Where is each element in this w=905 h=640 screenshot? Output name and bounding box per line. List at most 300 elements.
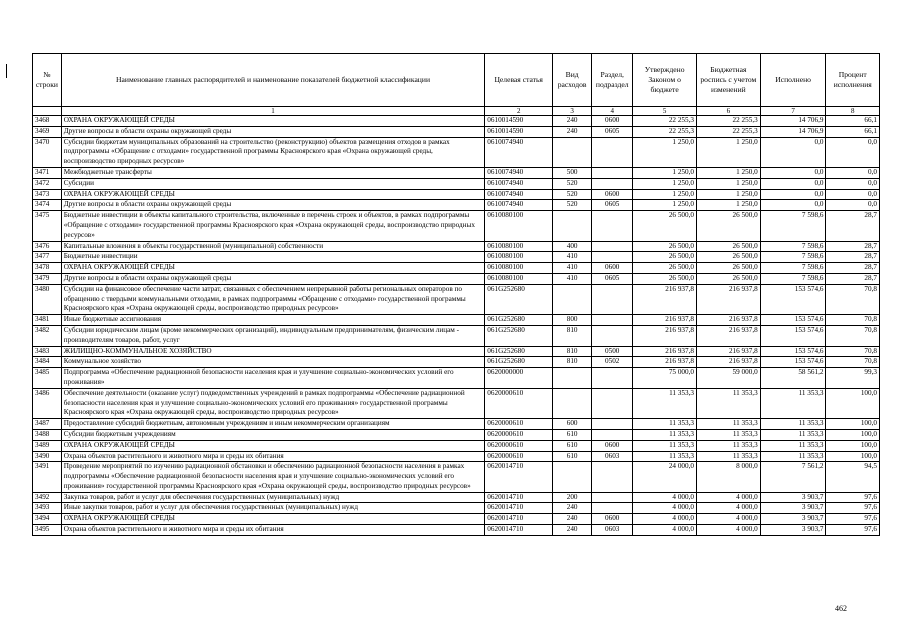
- margin-mark: [6, 64, 7, 78]
- cell-raz: [592, 388, 633, 418]
- cell-n: 3483: [33, 346, 62, 357]
- colnum: 8: [826, 107, 880, 116]
- cell-n: 3474: [33, 200, 62, 211]
- cell-ros: 216 937,8: [696, 284, 760, 314]
- cell-ros: 11 353,3: [696, 451, 760, 462]
- header-row: [33, 54, 880, 107]
- cell-n: 3493: [33, 503, 62, 514]
- cell-art: 0620000610: [485, 451, 553, 462]
- cell-raz: [592, 419, 633, 430]
- cell-utv: 4 000,0: [633, 525, 697, 536]
- cell-raz: [592, 325, 633, 346]
- cell-art: 0610074940: [485, 178, 553, 189]
- cell-name: Капитальные вложения в объекты государственной (муниципальной) собственности: [61, 241, 485, 252]
- cell-pct: 99,3: [826, 368, 880, 389]
- table-row: [33, 263, 880, 274]
- cell-ros: 8 000,0: [696, 462, 760, 492]
- cell-vid: 240: [553, 116, 592, 127]
- page-number: 462: [835, 604, 847, 613]
- column-numbers-row: [33, 107, 880, 116]
- cell-n: 3490: [33, 451, 62, 462]
- cell-utv: 11 353,3: [633, 429, 697, 440]
- cell-art: 0620000610: [485, 429, 553, 440]
- cell-n: 3471: [33, 167, 62, 178]
- table-row: [33, 252, 880, 263]
- cell-pct: 28,7: [826, 211, 880, 241]
- cell-vid: 400: [553, 241, 592, 252]
- colnum: 2: [485, 107, 553, 116]
- cell-name: Проведение мероприятий по изучению радиационной обстановки и обеспечению радиационной безопасности населения в рамках подпрограммы «Обеспечение радиационной безопасности населения края и улучшение социально-экономических условий его проживания» государственной программы Красноярского края «Охрана окружающей среды, воспроизводство природных ресурсов»: [61, 462, 485, 492]
- cell-pct: 100,0: [826, 451, 880, 462]
- cell-utv: 216 937,8: [633, 357, 697, 368]
- cell-raz: [592, 503, 633, 514]
- cell-art: 0610074940: [485, 137, 553, 167]
- cell-ros: 1 250,0: [696, 189, 760, 200]
- table-row: [33, 116, 880, 127]
- cell-utv: 26 500,0: [633, 263, 697, 274]
- cell-name: Бюджетные инвестиции в объекты капитального строительства, включенные в перечень строек и объектов, в рамках подпрограммы «Обращение с отходами» государственной программы Красноярского края «Охрана окружающей среды, воспроизводство природных ресурсов»: [61, 211, 485, 241]
- cell-utv: 11 353,3: [633, 451, 697, 462]
- cell-isp: 7 598,6: [760, 241, 826, 252]
- cell-isp: 11 353,3: [760, 419, 826, 430]
- cell-pct: 28,7: [826, 252, 880, 263]
- cell-raz: [592, 211, 633, 241]
- cell-raz: 0502: [592, 357, 633, 368]
- cell-art: 0610080100: [485, 241, 553, 252]
- cell-n: 3476: [33, 241, 62, 252]
- cell-utv: 26 500,0: [633, 273, 697, 284]
- cell-vid: 800: [553, 315, 592, 326]
- cell-name: Иные бюджетные ассигнования: [61, 315, 485, 326]
- cell-art: 0620000610: [485, 440, 553, 451]
- cell-art: 0620000610: [485, 388, 553, 418]
- cell-pct: 66,1: [826, 116, 880, 127]
- cell-vid: 610: [553, 440, 592, 451]
- cell-n: 3468: [33, 116, 62, 127]
- cell-n: 3494: [33, 514, 62, 525]
- header-ros: Бюджетная роспись с учетом изменений: [696, 54, 760, 107]
- cell-vid: [553, 388, 592, 418]
- header-utv: Утверждено Законом о бюджете: [633, 54, 697, 107]
- cell-isp: 14 706,9: [760, 126, 826, 137]
- cell-pct: 97,6: [826, 492, 880, 503]
- cell-n: 3487: [33, 419, 62, 430]
- cell-pct: 97,6: [826, 514, 880, 525]
- cell-utv: 22 255,3: [633, 116, 697, 127]
- cell-utv: 216 937,8: [633, 346, 697, 357]
- header-name: Наименование главных распорядителей и наименование показателей бюджетной классификации: [61, 54, 485, 107]
- cell-art: 0620014710: [485, 492, 553, 503]
- cell-art: 061G252680: [485, 315, 553, 326]
- table-row: [33, 357, 880, 368]
- cell-isp: 11 353,3: [760, 440, 826, 451]
- cell-isp: 0,0: [760, 200, 826, 211]
- cell-pct: 70,8: [826, 346, 880, 357]
- cell-utv: 4 000,0: [633, 514, 697, 525]
- cell-name: Другие вопросы в области охраны окружающей среды: [61, 273, 485, 284]
- cell-vid: 240: [553, 525, 592, 536]
- table-row: [33, 462, 880, 492]
- cell-utv: 11 353,3: [633, 388, 697, 418]
- cell-name: Бюджетные инвестиции: [61, 252, 485, 263]
- cell-ros: 11 353,3: [696, 388, 760, 418]
- cell-raz: [592, 315, 633, 326]
- colnum: 4: [592, 107, 633, 116]
- cell-raz: 0600: [592, 263, 633, 274]
- cell-name: Субсидии бюджетным учреждениям: [61, 429, 485, 440]
- cell-raz: 0600: [592, 440, 633, 451]
- cell-isp: 3 903,7: [760, 492, 826, 503]
- cell-name: Межбюджетные трансферты: [61, 167, 485, 178]
- cell-pct: 0,0: [826, 189, 880, 200]
- cell-art: 0610074940: [485, 189, 553, 200]
- cell-raz: 0605: [592, 273, 633, 284]
- table-row: [33, 503, 880, 514]
- cell-art: 0620014710: [485, 462, 553, 492]
- table-row: [33, 492, 880, 503]
- cell-raz: [592, 284, 633, 314]
- table-row: [33, 388, 880, 418]
- cell-pct: 0,0: [826, 200, 880, 211]
- cell-n: 3484: [33, 357, 62, 368]
- cell-name: Подпрограмма «Обеспечение радиационной безопасности населения края и улучшение социально-экономических условий его проживания»: [61, 368, 485, 389]
- cell-n: 3486: [33, 388, 62, 418]
- cell-ros: 26 500,0: [696, 252, 760, 263]
- cell-isp: 11 353,3: [760, 429, 826, 440]
- colnum: 7: [760, 107, 826, 116]
- cell-vid: [553, 284, 592, 314]
- cell-raz: 0605: [592, 200, 633, 211]
- cell-ros: 26 500,0: [696, 273, 760, 284]
- table-row: [33, 126, 880, 137]
- cell-pct: 28,7: [826, 263, 880, 274]
- colnum: 1: [61, 107, 485, 116]
- cell-n: 3485: [33, 368, 62, 389]
- cell-isp: 0,0: [760, 167, 826, 178]
- cell-art: 061G252680: [485, 346, 553, 357]
- cell-vid: 410: [553, 273, 592, 284]
- cell-pct: 100,0: [826, 440, 880, 451]
- cell-vid: 810: [553, 325, 592, 346]
- cell-pct: 70,8: [826, 357, 880, 368]
- cell-utv: 11 353,3: [633, 440, 697, 451]
- cell-n: 3473: [33, 189, 62, 200]
- cell-pct: 28,7: [826, 273, 880, 284]
- cell-pct: 66,1: [826, 126, 880, 137]
- cell-utv: 22 255,3: [633, 126, 697, 137]
- cell-utv: 24 000,0: [633, 462, 697, 492]
- cell-name: Субсидии: [61, 178, 485, 189]
- header-raz: Раздел, подраздел: [592, 54, 633, 107]
- header-pct: Процент исполнения: [826, 54, 880, 107]
- cell-raz: [592, 368, 633, 389]
- cell-utv: 1 250,0: [633, 189, 697, 200]
- cell-utv: 1 250,0: [633, 167, 697, 178]
- cell-name: ОХРАНА ОКРУЖАЮЩЕЙ СРЕДЫ: [61, 189, 485, 200]
- header-num: № строки: [33, 54, 62, 107]
- table-row: [33, 167, 880, 178]
- cell-ros: 11 353,3: [696, 419, 760, 430]
- cell-raz: [592, 167, 633, 178]
- table-row: [33, 284, 880, 314]
- cell-name: Другие вопросы в области охраны окружающей среды: [61, 200, 485, 211]
- header-isp: Исполнено: [760, 54, 826, 107]
- cell-utv: 26 500,0: [633, 241, 697, 252]
- cell-name: ОХРАНА ОКРУЖАЮЩЕЙ СРЕДЫ: [61, 514, 485, 525]
- cell-isp: 14 706,9: [760, 116, 826, 127]
- cell-pct: 28,7: [826, 241, 880, 252]
- cell-art: 0610014590: [485, 116, 553, 127]
- cell-vid: 520: [553, 200, 592, 211]
- cell-pct: 0,0: [826, 137, 880, 167]
- cell-raz: 0600: [592, 116, 633, 127]
- cell-raz: 0500: [592, 346, 633, 357]
- cell-isp: 3 903,7: [760, 525, 826, 536]
- table-row: [33, 273, 880, 284]
- cell-raz: [592, 137, 633, 167]
- cell-isp: 11 353,3: [760, 451, 826, 462]
- cell-utv: 1 250,0: [633, 200, 697, 211]
- cell-vid: 410: [553, 263, 592, 274]
- cell-n: 3475: [33, 211, 62, 241]
- cell-isp: 7 598,6: [760, 263, 826, 274]
- cell-art: 0610080100: [485, 211, 553, 241]
- cell-raz: [592, 429, 633, 440]
- cell-n: 3488: [33, 429, 62, 440]
- cell-ros: 1 250,0: [696, 200, 760, 211]
- cell-raz: 0605: [592, 126, 633, 137]
- cell-pct: 97,6: [826, 503, 880, 514]
- table-row: [33, 451, 880, 462]
- cell-art: 0610080100: [485, 252, 553, 263]
- budget-table: [32, 53, 880, 536]
- cell-n: 3491: [33, 462, 62, 492]
- cell-n: 3495: [33, 525, 62, 536]
- cell-n: 3470: [33, 137, 62, 167]
- cell-ros: 4 000,0: [696, 525, 760, 536]
- cell-name: Субсидии на финансовое обеспечение части затрат, связанных с обеспечением непрерывной работы региональных операторов по обращению с твердыми коммунальными отходами, в рамках подпрограммы «Обращение с отходами» государственной программы Красноярского края «Охрана окружающей среды, воспроизводство природных ресурсов»: [61, 284, 485, 314]
- table-row: [33, 189, 880, 200]
- cell-ros: 4 000,0: [696, 492, 760, 503]
- cell-isp: 3 903,7: [760, 503, 826, 514]
- cell-name: ОХРАНА ОКРУЖАЮЩЕЙ СРЕДЫ: [61, 116, 485, 127]
- cell-vid: 610: [553, 429, 592, 440]
- cell-name: Коммунальное хозяйство: [61, 357, 485, 368]
- cell-pct: 70,8: [826, 284, 880, 314]
- cell-vid: 610: [553, 451, 592, 462]
- cell-ros: 4 000,0: [696, 514, 760, 525]
- table-row: [33, 440, 880, 451]
- cell-ros: 26 500,0: [696, 263, 760, 274]
- cell-vid: 810: [553, 357, 592, 368]
- cell-isp: 0,0: [760, 189, 826, 200]
- cell-raz: [592, 252, 633, 263]
- table-body: [33, 116, 880, 536]
- cell-name: Охрана объектов растительного и животного мира и среды их обитания: [61, 525, 485, 536]
- cell-name: Предоставление субсидий бюджетным, автономным учреждениям и иным некоммерческим организациям: [61, 419, 485, 430]
- cell-art: 0620000000: [485, 368, 553, 389]
- cell-isp: 153 574,6: [760, 346, 826, 357]
- cell-vid: 500: [553, 167, 592, 178]
- cell-pct: 0,0: [826, 167, 880, 178]
- header-vid: Вид расходов: [553, 54, 592, 107]
- cell-vid: [553, 137, 592, 167]
- cell-ros: 22 255,3: [696, 116, 760, 127]
- cell-vid: 410: [553, 252, 592, 263]
- cell-ros: 1 250,0: [696, 178, 760, 189]
- cell-art: 0620000610: [485, 419, 553, 430]
- cell-name: ОХРАНА ОКРУЖАЮЩЕЙ СРЕДЫ: [61, 440, 485, 451]
- cell-isp: 0,0: [760, 178, 826, 189]
- cell-ros: 1 250,0: [696, 167, 760, 178]
- table-row: [33, 514, 880, 525]
- cell-ros: 216 937,8: [696, 346, 760, 357]
- cell-isp: 7 598,6: [760, 273, 826, 284]
- cell-art: 0610080100: [485, 273, 553, 284]
- table-row: [33, 325, 880, 346]
- table-row: [33, 346, 880, 357]
- table-row: [33, 368, 880, 389]
- cell-utv: 26 500,0: [633, 211, 697, 241]
- cell-raz: 0600: [592, 189, 633, 200]
- cell-n: 3482: [33, 325, 62, 346]
- cell-n: 3492: [33, 492, 62, 503]
- cell-ros: 11 353,3: [696, 429, 760, 440]
- cell-ros: 22 255,3: [696, 126, 760, 137]
- cell-ros: 4 000,0: [696, 503, 760, 514]
- cell-raz: [592, 241, 633, 252]
- cell-raz: [592, 178, 633, 189]
- table-row: [33, 137, 880, 167]
- cell-art: 0620014710: [485, 514, 553, 525]
- cell-art: 0610080100: [485, 263, 553, 274]
- cell-ros: 11 353,3: [696, 440, 760, 451]
- cell-n: 3480: [33, 284, 62, 314]
- cell-ros: 216 937,8: [696, 315, 760, 326]
- cell-ros: 216 937,8: [696, 325, 760, 346]
- cell-vid: 240: [553, 514, 592, 525]
- cell-isp: 11 353,3: [760, 388, 826, 418]
- table-row: [33, 241, 880, 252]
- cell-utv: 216 937,8: [633, 315, 697, 326]
- cell-ros: 26 500,0: [696, 211, 760, 241]
- cell-utv: 4 000,0: [633, 492, 697, 503]
- cell-ros: 1 250,0: [696, 137, 760, 167]
- cell-art: 061G252680: [485, 357, 553, 368]
- cell-isp: 3 903,7: [760, 514, 826, 525]
- cell-pct: 100,0: [826, 388, 880, 418]
- cell-isp: 153 574,6: [760, 325, 826, 346]
- cell-isp: 153 574,6: [760, 315, 826, 326]
- table-row: [33, 178, 880, 189]
- cell-n: 3472: [33, 178, 62, 189]
- cell-vid: 520: [553, 178, 592, 189]
- cell-n: 3469: [33, 126, 62, 137]
- cell-n: 3478: [33, 263, 62, 274]
- cell-isp: 153 574,6: [760, 357, 826, 368]
- cell-pct: 94,5: [826, 462, 880, 492]
- table-row: [33, 525, 880, 536]
- cell-n: 3481: [33, 315, 62, 326]
- cell-pct: 70,8: [826, 315, 880, 326]
- cell-utv: 75 000,0: [633, 368, 697, 389]
- cell-isp: 7 598,6: [760, 252, 826, 263]
- cell-n: 3489: [33, 440, 62, 451]
- cell-raz: 0603: [592, 525, 633, 536]
- cell-name: ОХРАНА ОКРУЖАЮЩЕЙ СРЕДЫ: [61, 263, 485, 274]
- cell-art: 0610074940: [485, 167, 553, 178]
- colnum: 3: [553, 107, 592, 116]
- cell-pct: 97,6: [826, 525, 880, 536]
- cell-vid: 810: [553, 346, 592, 357]
- cell-name: Закупка товаров, работ и услуг для обеспечения государственных (муниципальных) нужд: [61, 492, 485, 503]
- colnum: 5: [633, 107, 697, 116]
- cell-vid: 520: [553, 189, 592, 200]
- cell-isp: 7 598,6: [760, 211, 826, 241]
- cell-art: 061G252680: [485, 325, 553, 346]
- cell-utv: 1 250,0: [633, 137, 697, 167]
- cell-pct: 100,0: [826, 429, 880, 440]
- cell-n: 3477: [33, 252, 62, 263]
- cell-art: 0620014710: [485, 503, 553, 514]
- cell-utv: 216 937,8: [633, 325, 697, 346]
- cell-raz: 0603: [592, 451, 633, 462]
- cell-utv: 4 000,0: [633, 503, 697, 514]
- cell-raz: [592, 462, 633, 492]
- cell-raz: 0600: [592, 514, 633, 525]
- cell-isp: 58 561,2: [760, 368, 826, 389]
- cell-name: ЖИЛИЩНО-КОММУНАЛЬНОЕ ХОЗЯЙСТВО: [61, 346, 485, 357]
- cell-vid: [553, 211, 592, 241]
- cell-name: Обеспечение деятельности (оказание услуг) подведомственных учреждений в рамках подпрограммы «Обеспечение радиационной безопасности населения края и улучшение социально-экономических условий его проживания» государственной программы Красноярского края «Охрана окружающей среды, воспроизводство природных ресурсов»: [61, 388, 485, 418]
- cell-name: Субсидии бюджетам муниципальных образований на строительство (реконструкцию) объектов размещения отходов в рамках подпрограммы «Обращение с отходами» государственной программы Красноярского края «Охрана окружающей среды, воспроизводство природных ресурсов»: [61, 137, 485, 167]
- cell-ros: 26 500,0: [696, 241, 760, 252]
- cell-ros: 59 000,0: [696, 368, 760, 389]
- table-row: [33, 315, 880, 326]
- cell-vid: [553, 462, 592, 492]
- cell-name: Субсидии юридическим лицам (кроме некоммерческих организаций), индивидуальным предпринимателям, физическим лицам - производителям товаров, работ, услуг: [61, 325, 485, 346]
- cell-art: 0620014710: [485, 525, 553, 536]
- cell-name: Охрана объектов растительного и животного мира и среды их обитания: [61, 451, 485, 462]
- cell-isp: 153 574,6: [760, 284, 826, 314]
- colnum: 6: [696, 107, 760, 116]
- table-row: [33, 200, 880, 211]
- table-row: [33, 211, 880, 241]
- cell-vid: 200: [553, 492, 592, 503]
- cell-utv: 11 353,3: [633, 419, 697, 430]
- cell-ros: 216 937,8: [696, 357, 760, 368]
- colnum-blank: [33, 107, 62, 116]
- cell-vid: 240: [553, 126, 592, 137]
- cell-art: 0610074940: [485, 200, 553, 211]
- cell-pct: 0,0: [826, 178, 880, 189]
- cell-n: 3479: [33, 273, 62, 284]
- cell-utv: 26 500,0: [633, 252, 697, 263]
- cell-isp: 0,0: [760, 137, 826, 167]
- cell-vid: 600: [553, 419, 592, 430]
- cell-art: 061G252680: [485, 284, 553, 314]
- cell-isp: 7 561,2: [760, 462, 826, 492]
- table-row: [33, 419, 880, 430]
- table-row: [33, 429, 880, 440]
- cell-vid: [553, 368, 592, 389]
- cell-name: Другие вопросы в области охраны окружающей среды: [61, 126, 485, 137]
- cell-vid: 240: [553, 503, 592, 514]
- cell-pct: 100,0: [826, 419, 880, 430]
- header-art: Целевая статья: [485, 54, 553, 107]
- cell-utv: 216 937,8: [633, 284, 697, 314]
- cell-raz: [592, 492, 633, 503]
